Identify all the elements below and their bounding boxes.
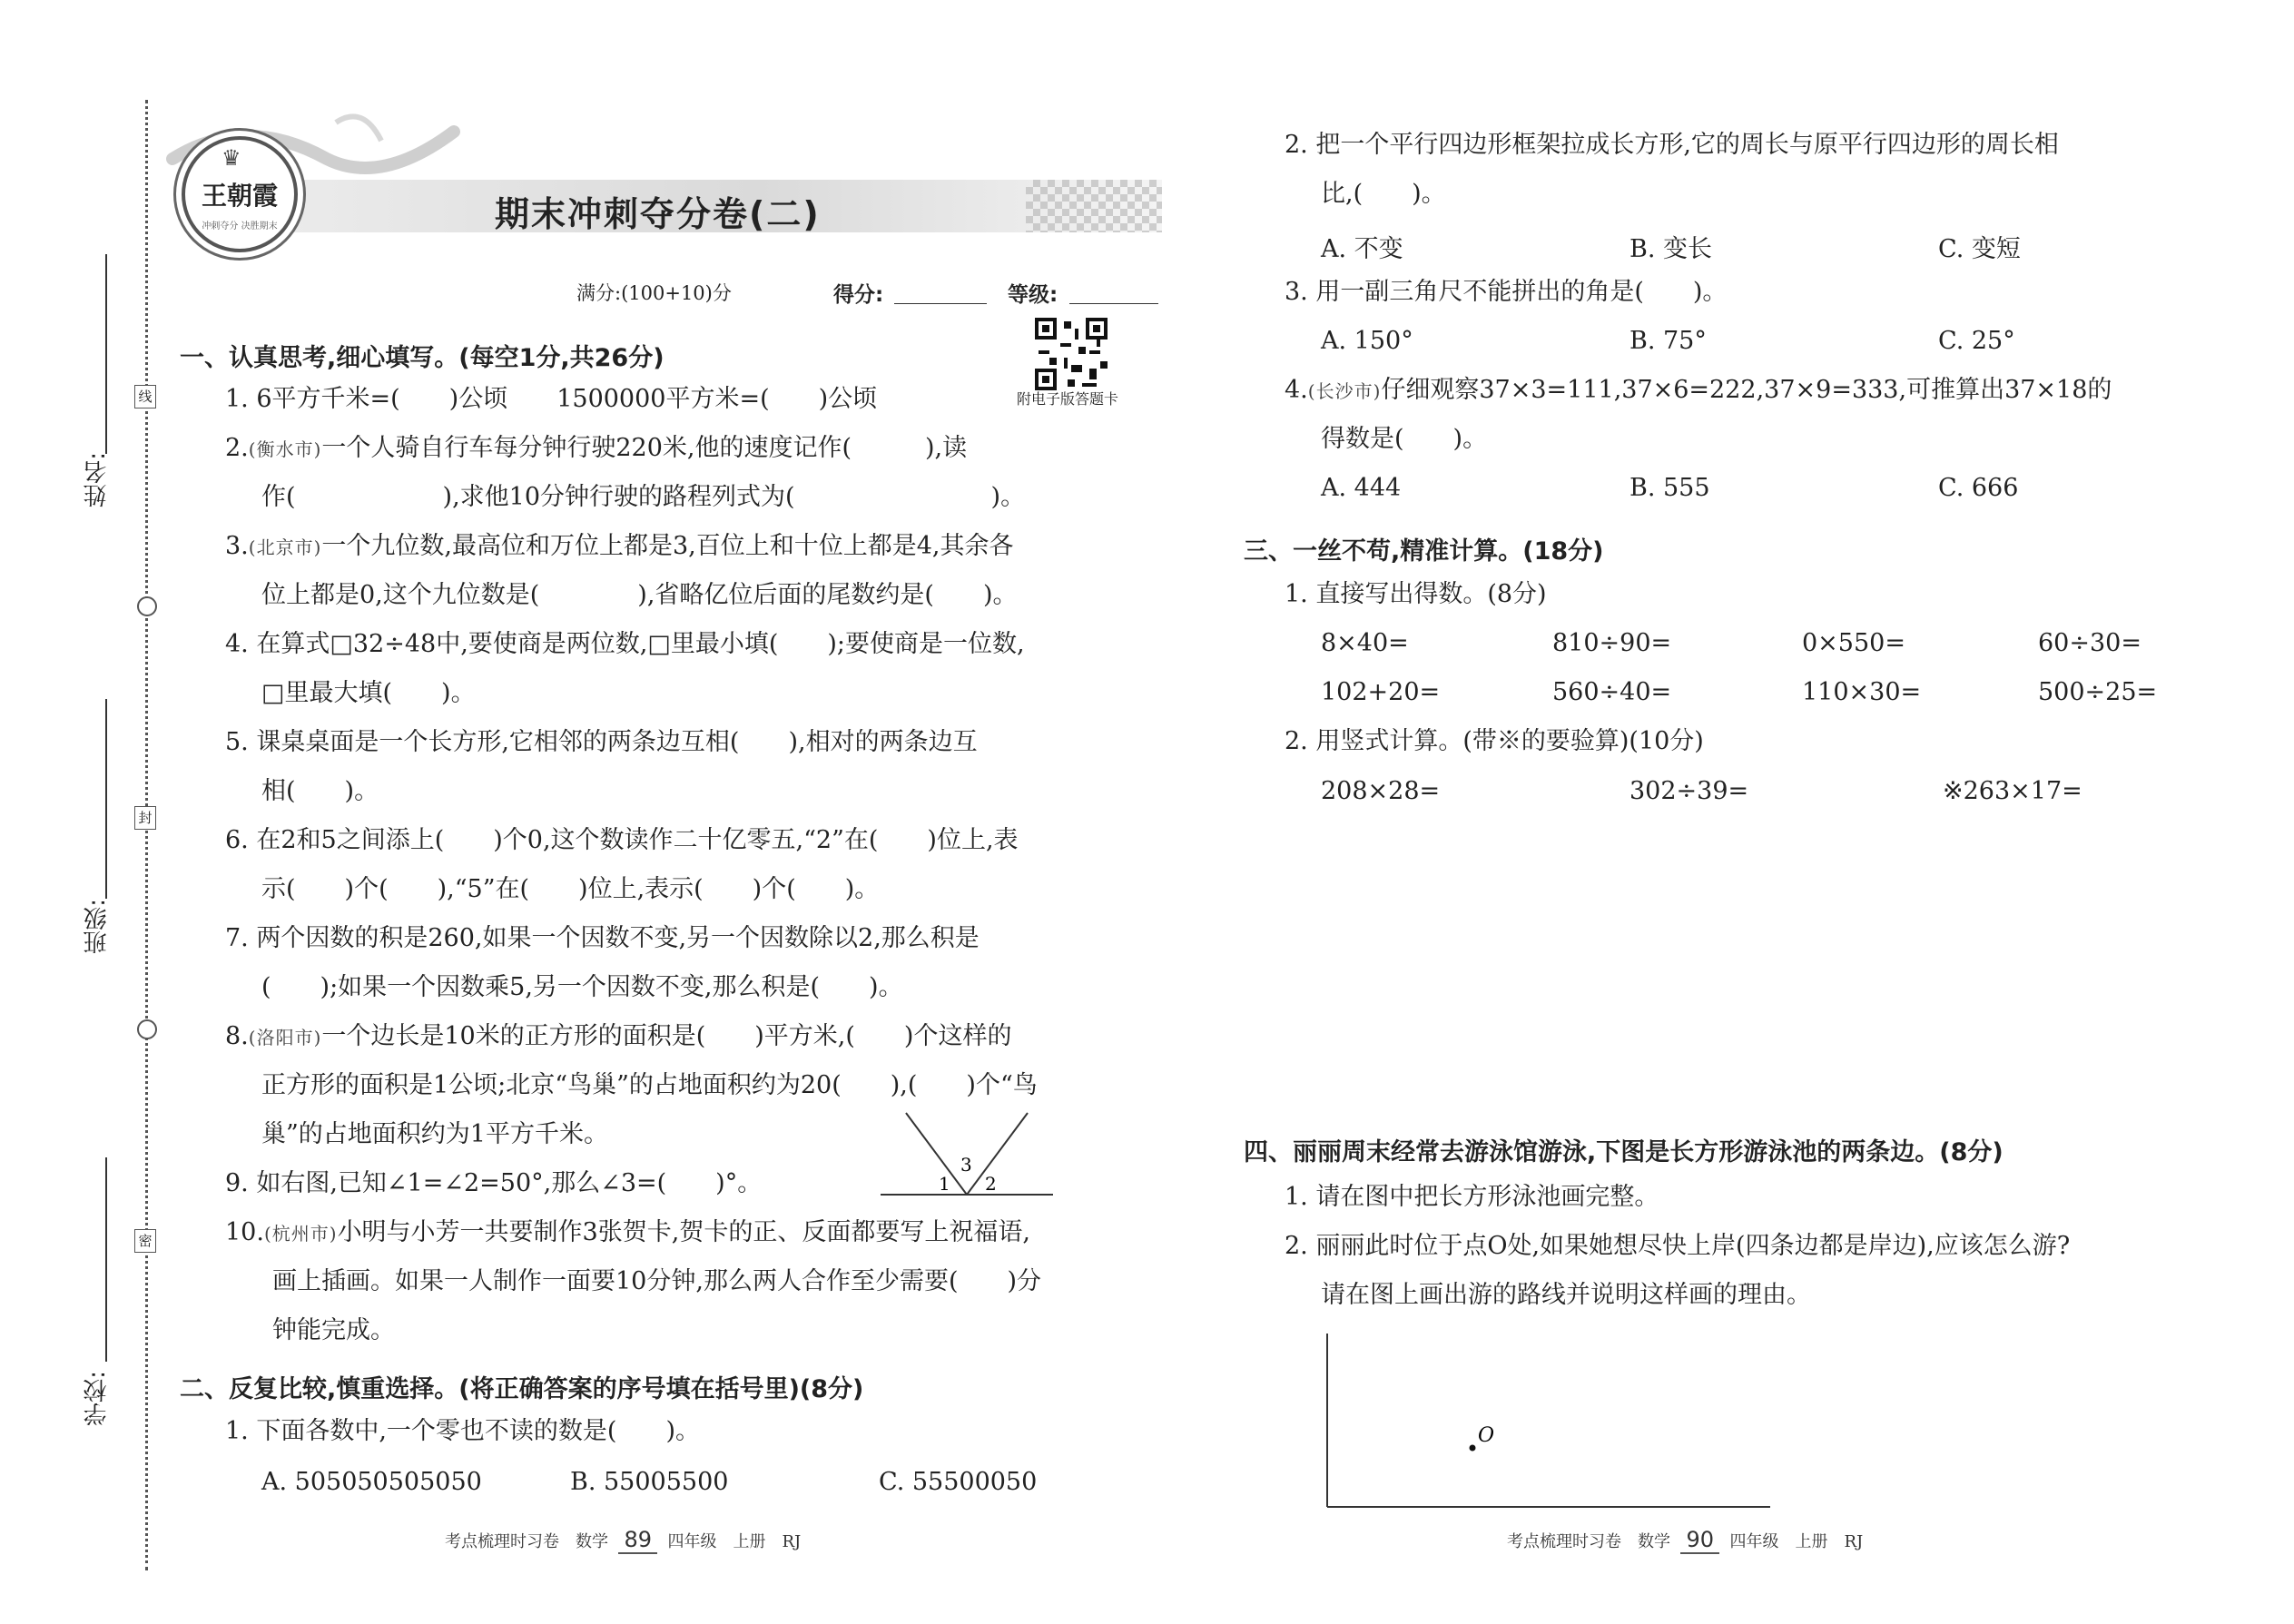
calc-item: 102+20= — [1321, 678, 1441, 706]
footer-right — [1507, 1527, 1863, 1554]
question-2-4-cont: 得数是( )。 — [1321, 425, 1488, 453]
binding-hole — [137, 1019, 157, 1039]
question-text: 一个九位数,最高位和万位上都是3,百位上和十位上都是4,其余各 — [321, 532, 1014, 560]
calc-item: 110×30= — [1802, 678, 1922, 706]
question-2-2-cont: 比,( )。 — [1321, 180, 1446, 208]
question-1-3-cont: 位上都是0,这个九位数是( ),省略亿位后面的尾数约是( )。 — [261, 581, 1018, 609]
question-1-2-cont: 作( ),求他10分钟行驶的路程列式为( )。 — [261, 483, 1026, 511]
option-c: C. 25° — [1938, 327, 2015, 355]
footer-prefix: 考点梳理时习卷 数学 — [445, 1532, 608, 1551]
class-underline — [105, 699, 107, 899]
question-1-3 — [225, 531, 1013, 563]
vertical-calc-item: 302÷39= — [1629, 777, 1749, 805]
point-o-marker — [1470, 1445, 1476, 1452]
footer-suffix: 四年级 上册 RJ — [667, 1532, 802, 1551]
page-number: 90 — [1680, 1527, 1719, 1554]
pool-diagram[interactable] — [1316, 1330, 1788, 1516]
calc-item: 560÷40= — [1552, 678, 1672, 706]
question-1-10-cont: 画上插画。如果一人制作一面要10分钟,那么两人合作至少需要( )分 — [272, 1267, 1042, 1295]
logo-crown-icon: ♛ — [222, 145, 241, 171]
section-1-title: 一、认真思考,细心填写。(每空1分,共26分) — [180, 344, 665, 372]
school-label: 学校: — [84, 1371, 111, 1426]
question-1-8-cont2: 巢”的占地面积约为1平方千米。 — [261, 1120, 608, 1148]
footer-suffix: 四年级 上册 RJ — [1729, 1532, 1864, 1551]
school-underline — [105, 1157, 107, 1362]
calc-item: 500÷25= — [2038, 678, 2158, 706]
question-number: 10. — [225, 1218, 264, 1246]
question-1-2 — [225, 433, 967, 465]
section-2-title: 二、反复比较,慎重选择。(将正确答案的序号填在括号里)(8分) — [180, 1375, 864, 1403]
option-c: C. 55500050 — [879, 1468, 1038, 1496]
option-b: B. 55005500 — [570, 1468, 729, 1496]
footer-prefix: 考点梳理时习卷 数学 — [1507, 1532, 1670, 1551]
point-o-label: O — [1478, 1424, 1495, 1447]
question-1-10-cont2: 钟能完成。 — [272, 1316, 395, 1344]
source-tag: (北京市) — [248, 536, 322, 558]
question-4-2-cont: 请在图上画出游的路线并说明这样画的理由。 — [1321, 1281, 1811, 1309]
calc-item: 0×550= — [1802, 629, 1905, 657]
angle-label-2: 2 — [985, 1173, 997, 1195]
question-1-7: 7. 两个因数的积是260,如果一个因数不变,另一个因数除以2,那么积是 — [225, 924, 980, 952]
option-a: A. 444 — [1321, 474, 1402, 502]
grade-field[interactable] — [1069, 303, 1158, 304]
calc-item: 8×40= — [1321, 629, 1409, 657]
seal-mark-seal: 封 — [134, 806, 156, 830]
score-label: 得分: — [833, 283, 884, 307]
question-1-10 — [225, 1217, 1030, 1249]
option-c: C. 变短 — [1938, 235, 2021, 263]
option-b: B. 555 — [1629, 474, 1710, 502]
option-b: B. 75° — [1629, 327, 1707, 355]
seal-mark-secret: 密 — [134, 1229, 156, 1253]
question-2-4 — [1285, 375, 2112, 407]
binding-dotted-line — [145, 100, 148, 1570]
class-label: 班级: — [84, 899, 111, 954]
score-field[interactable] — [894, 303, 987, 304]
question-text: 仔细观察37×3=111,37×6=222,37×9=333,可推算出37×18的 — [1381, 376, 2112, 404]
question-1-9: 9. 如右图,已知∠1=∠2=50°,那么∠3=( )°。 — [225, 1169, 763, 1197]
option-a: A. 150° — [1321, 327, 1413, 355]
section-3-title: 三、一丝不苟,精准计算。(18分) — [1244, 537, 1604, 566]
question-1-5: 5. 课桌桌面是一个长方形,它相邻的两条边互相( ),相对的两条边互 — [225, 728, 978, 756]
source-tag: (衡水市) — [248, 438, 322, 460]
question-1-4-cont: □里最大填( )。 — [261, 679, 476, 707]
source-tag: (洛阳市) — [248, 1027, 322, 1048]
page-number: 89 — [618, 1527, 657, 1554]
angle-label-3: 3 — [960, 1154, 972, 1176]
banner-checker-pattern — [1026, 180, 1162, 232]
page-title: 期末冲刺夺分卷(二) — [495, 194, 821, 234]
logo-text: 王朝霞 — [201, 181, 278, 211]
section-4-title: 四、丽丽周末经常去游泳馆游泳,下图是长方形游泳池的两条边。(8分) — [1244, 1138, 2004, 1166]
option-c: C. 666 — [1938, 474, 2019, 502]
option-b: B. 变长 — [1629, 235, 1713, 263]
question-text: 一个人骑自行车每分钟行驶220米,他的速度记作( ),读 — [321, 434, 968, 462]
question-3-2: 2. 用竖式计算。(带※的要验算)(10分) — [1285, 727, 1704, 755]
question-2-1: 1. 下面各数中,一个零也不读的数是( )。 — [225, 1417, 700, 1445]
question-1-8 — [225, 1021, 1011, 1053]
name-underline — [105, 254, 107, 454]
brand-logo — [182, 136, 298, 252]
qr-caption: 附电子版答题卡 — [1017, 390, 1119, 408]
source-tag: (杭州市) — [263, 1223, 338, 1245]
question-2-2: 2. 把一个平行四边形框架拉成长方形,它的周长与原平行四边形的周长相 — [1285, 131, 2059, 159]
vertical-calc-item: 208×28= — [1321, 777, 1441, 805]
question-1-4: 4. 在算式□32÷48中,要使商是两位数,□里最小填( );要使商是一位数, — [225, 630, 1025, 658]
question-1-8-cont: 正方形的面积是1公顷;北京“鸟巢”的占地面积约为20( ),( )个“鸟 — [261, 1071, 1038, 1099]
question-4-1: 1. 请在图中把长方形泳池画完整。 — [1285, 1183, 1659, 1211]
question-text: 小明与小芳一共要制作3张贺卡,贺卡的正、反面都要写上祝福语, — [337, 1218, 1030, 1246]
footer-left — [445, 1527, 801, 1554]
question-3-1: 1. 直接写出得数。(8分) — [1285, 580, 1547, 608]
question-number: 8. — [225, 1022, 249, 1050]
angle-diagram — [871, 1107, 1062, 1207]
binding-hole — [137, 596, 157, 616]
full-score: 满分:(100+10)分 — [576, 282, 732, 304]
question-number: 2. — [225, 434, 249, 462]
question-number: 4. — [1285, 376, 1308, 404]
question-1-1: 1. 6平方千米=( )公顷 1500000平方米=( )公顷 — [225, 385, 878, 413]
seal-mark-line: 线 — [134, 385, 156, 408]
question-text: 一个边长是10米的正方形的面积是( )平方米,( )个这样的 — [321, 1022, 1012, 1050]
angle-label-1: 1 — [939, 1173, 950, 1195]
question-1-6: 6. 在2和5之间添上( )个0,这个数读作二十亿零五,“2”在( )位上,表 — [225, 826, 1019, 854]
question-number: 3. — [225, 532, 249, 560]
question-4-2: 2. 丽丽此时位于点O处,如果她想尽快上岸(四条边都是岸边),应该怎么游? — [1285, 1232, 2071, 1260]
option-a: A. 不变 — [1321, 235, 1403, 263]
calc-item: 60÷30= — [2038, 629, 2141, 657]
question-1-7-cont: ( );如果一个因数乘5,另一个因数不变,那么积是( )。 — [261, 973, 903, 1001]
qr-code-icon[interactable] — [1035, 318, 1108, 390]
source-tag: (长沙市) — [1307, 380, 1382, 402]
grade-label: 等级: — [1008, 283, 1058, 307]
calc-item: 810÷90= — [1552, 629, 1672, 657]
option-a: A. 505050505050 — [261, 1468, 482, 1496]
vertical-calc-item: ※263×17= — [1943, 777, 2082, 805]
question-1-6-cont: 示( )个( ),“5”在( )位上,表示( )个( )。 — [261, 875, 880, 903]
question-1-5-cont: 相( )。 — [261, 777, 379, 805]
name-label: 姓名: — [84, 452, 111, 507]
question-2-3: 3. 用一副三角尺不能拼出的角是( )。 — [1285, 278, 1728, 306]
logo-tagline: 冲刺夺分 决胜期末 — [202, 221, 278, 231]
